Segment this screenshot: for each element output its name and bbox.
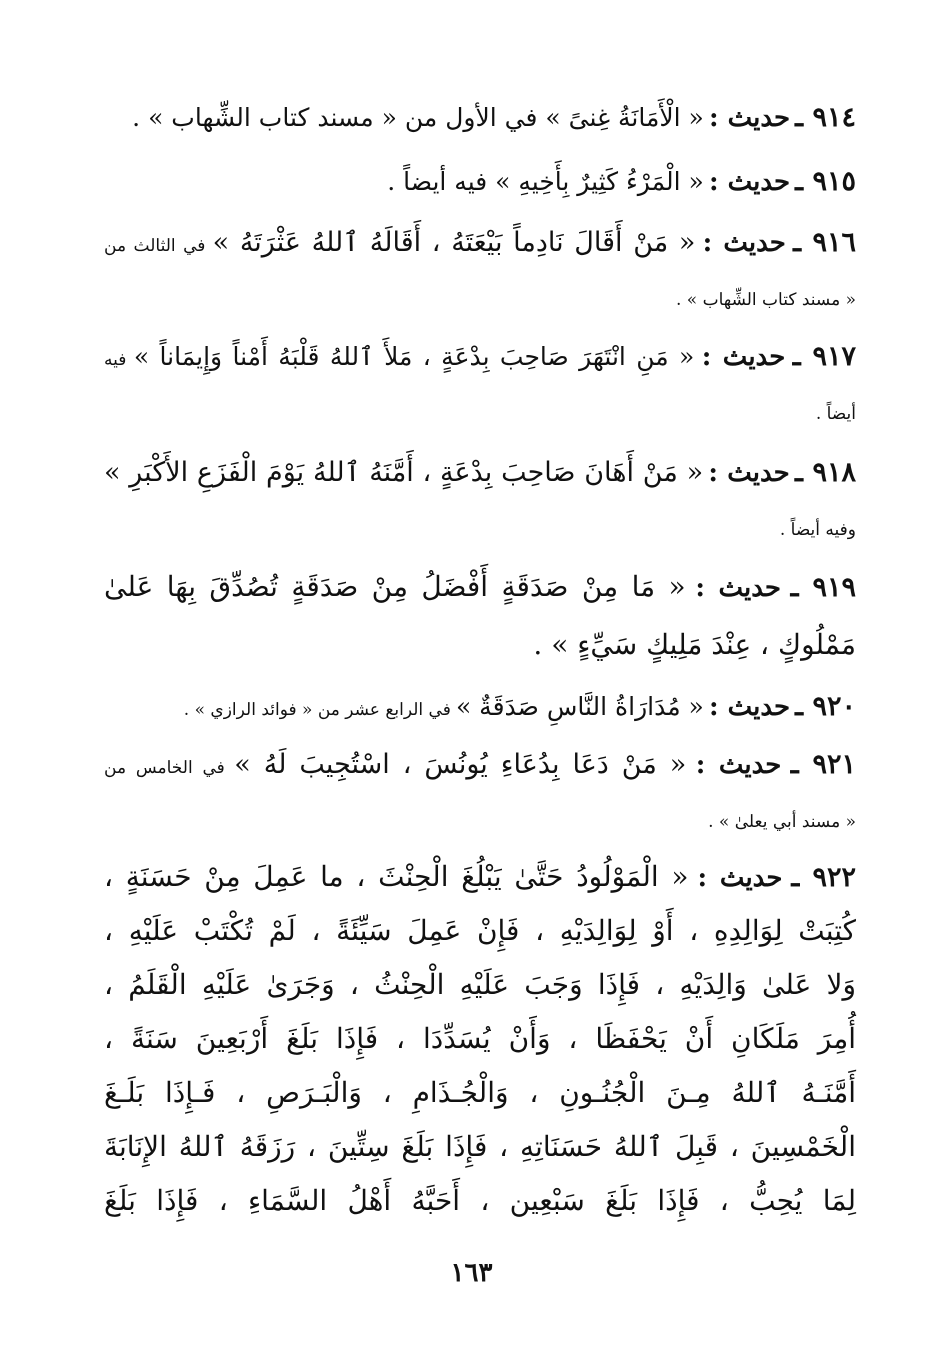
- entry-number: ٩١٩ ـ: [790, 572, 857, 603]
- entry-line: [104, 444, 856, 502]
- hadith-text: وَلا عَلىٰ وَالِدَيْهِ ، فَإِذَا وَجَبَ عَلَيْهِ الْحِنْثُ ، وَجَرَىٰ عَلَيْهِ الْقَلَمُ ،: [104, 968, 856, 1001]
- entry-line: [104, 214, 856, 272]
- entry-line: [104, 616, 856, 674]
- hadith-entry-914: [104, 88, 856, 152]
- hadith-text: « مُدَارَاةُ النَّاسِ صَدَقَةٌ »: [455, 692, 704, 721]
- keyword-hadith: حديث :: [708, 458, 790, 488]
- hadith-text: كُتِبَتْ لِوَالِدِهِ ، أَوْ لِوَالِدَيْهِ ، فَإِنْ عَمِلَ سَيِّئَةً ، لَمْ تُكْتَبْ عَلَيْهِ ،: [104, 914, 856, 947]
- page-body: [104, 88, 856, 1228]
- keyword-hadith: حديث :: [697, 863, 783, 893]
- entry-line: [104, 272, 856, 328]
- hadith-entry-921: [104, 736, 856, 850]
- keyword-hadith: حديث :: [708, 167, 791, 197]
- hadith-text: « مَا مِنْ صَدَقَةٍ أَفْضَلُ مِنْ صَدَقَةٍ تُصُدِّقَ بِهَا عَلىٰ: [104, 570, 686, 603]
- source-reference: أيضاً .: [815, 404, 856, 424]
- hadith-text: لِمَا يُحِبُّ ، فَإِذَا بَلَغَ سَبْعِين ، أَحَبَّهُ أَهْلُ السَّمَاءِ ، فَإِذَا بَلَغَ: [104, 1184, 856, 1217]
- hadith-entry-920: [104, 678, 856, 736]
- entry-number: ٩١٨ ـ: [794, 457, 856, 488]
- source-reference: في الخامس من: [104, 758, 225, 778]
- keyword-hadith: حديث :: [701, 342, 786, 372]
- entry-line: [104, 88, 856, 151]
- entry-number: ٩٢١ ـ: [790, 749, 857, 780]
- hadith-text: أَمَّنَـهُ ٱللهُ مِـنَ الْجُنُـونِ ، وَالْجُـذَامِ ، وَالْبَـرَصِ ، فَـإِذَا بَلَـغَ: [104, 1076, 856, 1109]
- hadith-text: « مَنْ أَهَانَ صَاحِبَ بِدْعَةٍ ، أَمَّنَهُ ٱللهُ يَوْمَ الْفَزَعِ الأَكْبَرِ »: [104, 457, 704, 488]
- keyword-hadith: حديث :: [708, 692, 791, 722]
- hadith-entry-922: [104, 850, 856, 1228]
- entry-number: ٩١٧ ـ: [792, 341, 856, 372]
- hadith-text: مَمْلُوكٍ ، عِنْدَ مَلِيكٍ سَيِّءٍ » .: [533, 628, 856, 661]
- keyword-hadith: حديث :: [708, 103, 791, 133]
- hadith-entry-915: [104, 152, 856, 214]
- hadith-text: الْخَمْسِينَ ، قَبِلَ ٱللهُ حَسَنَاتِهِ ، فَإِذَا بَلَغَ سِتِّينَ ، رَزَقَهُ ٱللهُ الإِنَابَةَ: [104, 1130, 856, 1163]
- hadith-text: « الْمَوْلُودُ حَتَّىٰ يَبْلُغَ الْحِنْثَ ، ما عَمِلَ مِنْ حَسَنَةٍ ،: [104, 860, 689, 893]
- hadith-text: « الْمَرْءُ كَثِيرٌ بِأَخِيهِ » فيه أيضاً .: [387, 167, 704, 196]
- source-reference: في الرابع عشر من « فوائد الرازي » .: [183, 700, 451, 720]
- entry-line: [104, 502, 856, 558]
- keyword-hadith: حديث :: [702, 228, 786, 258]
- hadith-entry-917: [104, 328, 856, 444]
- entry-line: [104, 794, 856, 850]
- source-reference: في الثالث من: [104, 236, 206, 256]
- entry-line: [104, 558, 856, 616]
- hadith-text: « مَنْ دَعَا بِدُعَاءِ يُونُسَ ، اسْتُجِيبَ لَهُ »: [234, 749, 687, 780]
- hadith-entry-916: [104, 214, 856, 328]
- hadith-text: « مَنِ انْتَهَرَ صَاحِبَ بِدْعَةٍ ، مَلأَ ٱللهُ قَلْبَهُ أَمْناً وَإِيمَاناً »: [133, 342, 695, 371]
- keyword-hadith: حديث :: [695, 750, 782, 780]
- entry-number: ٩١٥ ـ: [795, 166, 856, 197]
- keyword-hadith: حديث :: [695, 573, 782, 603]
- entry-number: ٩٢٢ ـ: [791, 862, 857, 893]
- entry-line: [104, 850, 856, 904]
- entry-line: [104, 386, 856, 442]
- entry-line: [104, 736, 856, 794]
- entry-line: [104, 328, 856, 386]
- hadith-entry-918: [104, 444, 856, 558]
- entry-line: [104, 958, 856, 1012]
- hadith-text: « مَنْ أَقَالَ نَادِماً بَيْعَتَهُ ، أَقَالَهُ ٱللهُ عَثْرَتَهُ »: [212, 227, 696, 258]
- hadith-text: « الْأَمَانَةُ غِنىً » في الأول من « مسند كتاب الشِّهاب » .: [132, 103, 704, 132]
- entry-number: ٩١٦ ـ: [793, 227, 856, 258]
- hadith-entry-919: [104, 558, 856, 678]
- page-number: ١٦٣: [450, 1258, 493, 1288]
- hadith-text: أُمِرَ مَلَكَانِ أَنْ يَحْفَظَا ، وَأَنْ يُسَدِّدَا ، فَإِذَا بَلَغَ أَرْبَعِينَ سَنَةً ،: [104, 1022, 856, 1055]
- source-reference: فيه: [104, 350, 127, 370]
- entry-line: [104, 678, 856, 739]
- source-reference: « مسند كتاب الشِّهاب » .: [675, 290, 856, 310]
- entry-line: [104, 1120, 856, 1174]
- source-reference: وفيه أيضاً .: [779, 520, 856, 540]
- entry-number: ٩١٤ ـ: [795, 102, 856, 133]
- source-reference: « مسند أبي يعلىٰ » .: [708, 812, 856, 832]
- entry-line: [104, 904, 856, 958]
- entry-line: [104, 1012, 856, 1066]
- entry-number: ٩٢٠ ـ: [795, 691, 856, 722]
- entry-line: [104, 152, 856, 215]
- entry-line: [104, 1174, 856, 1228]
- entry-line: [104, 1066, 856, 1120]
